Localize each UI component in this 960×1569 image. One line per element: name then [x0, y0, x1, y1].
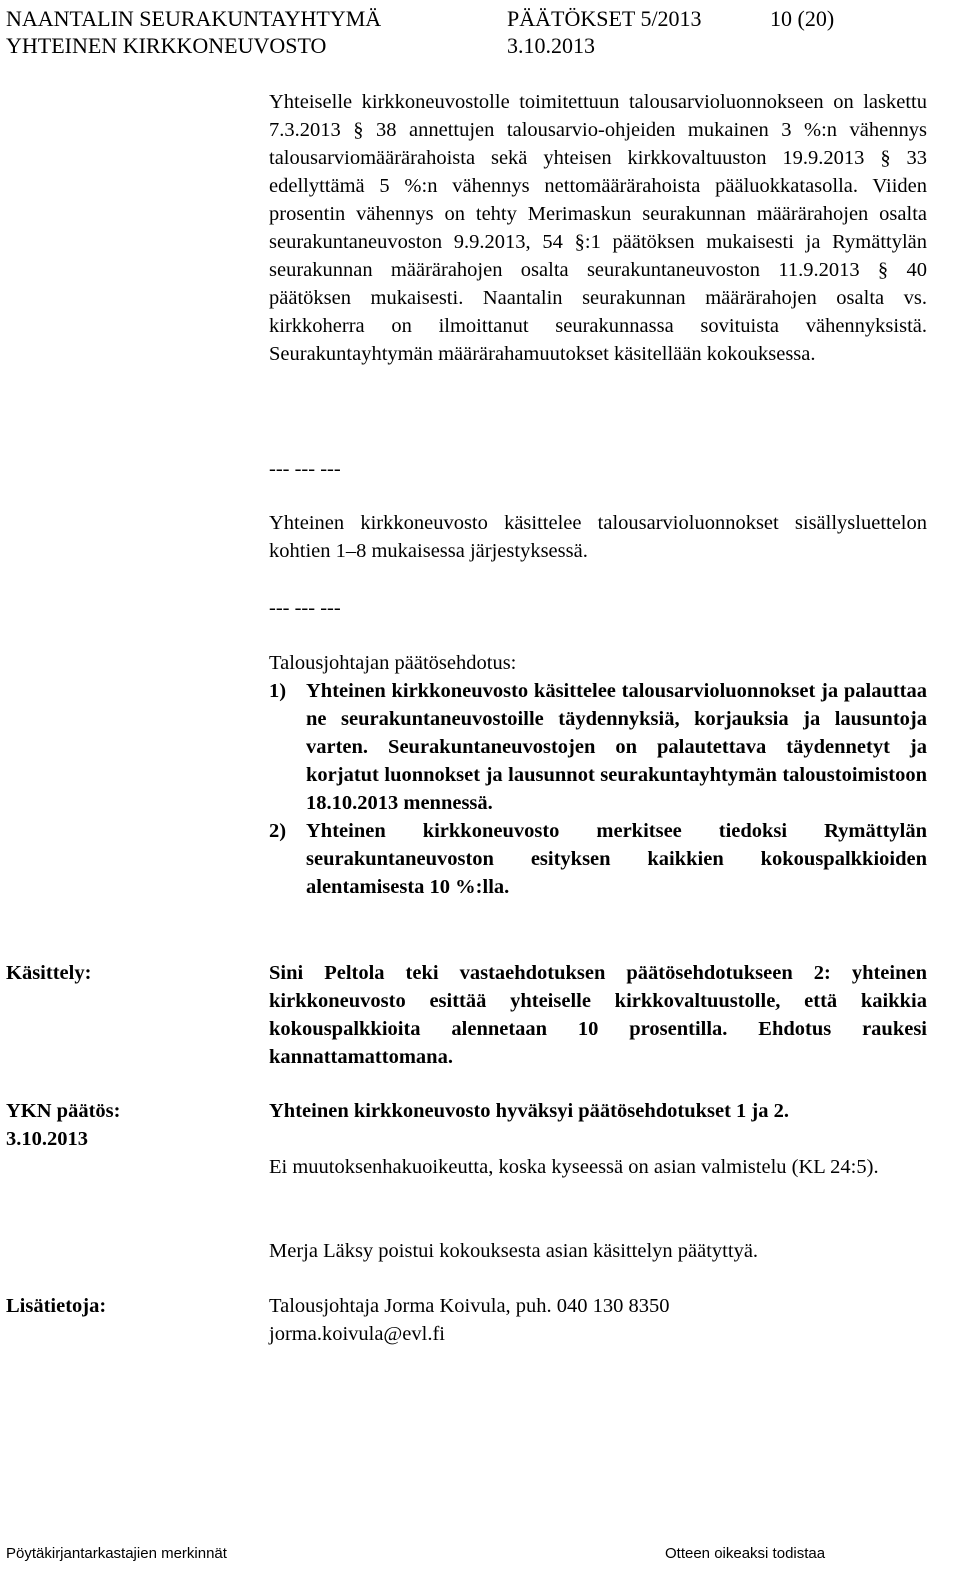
handling-text: Sini Peltola teki vastaehdotuksen päätösehdotukseen 2: yhteinen kirkkoneuvosto esittää yhteiselle kirkkovaltuustolle, että kaikkia kokouspalkkioita alennetaan 10 prosentilla. Ehdotus raukesi kannattamattomana.: [269, 962, 927, 1068]
header-body: YHTEINEN KIRKKONEUVOSTO: [6, 33, 327, 58]
footer-reviewers: Pöytäkirjantarkastajien merkinnät: [6, 1545, 227, 1562]
header-date: 3.10.2013: [507, 33, 595, 58]
separator-1: --- --- ---: [269, 458, 341, 480]
proposal-item-number: 1): [269, 680, 287, 702]
proposal-item: [269, 817, 927, 901]
header-org: NAANTALIN SEURAKUNTAYHTYMÄ: [6, 6, 382, 31]
separator-2: --- --- ---: [269, 597, 341, 619]
intro-paragraph: Yhteiselle kirkkoneuvostolle toimitettuun talousarvioluonnokseen on laskettu 7.3.2013 § 38 annettujen talousarvio-ohjeiden mukainen 3 %:n vähennys talousarviomäärärahoista sekä yhteisen kirkkovaltuuston 19.9.2013 § 33 edellyttämä 5 %:n vähennys nettomäärärahoista pääluokkatasolla. Viiden prosentin vähennys on tehty Merimaskun seurakunnan määrärahojen osalta seurakuntaneuvoston 9.9.2013, 54 §:1 päätöksen mukaisesti ja Rymättylän seurakunnan määrärahojen osalta seurakuntaneuvoston 11.9.2013 § 40 päätöksen mukaisesti. Naantalin seurakunnan määrärahojen osalta vs. kirkkoherra on ilmoittanut seurakunnassa sovituista vähennyksistä. Seurakuntayhtymän määrärahamuutokset käsitellään kokouksessa.: [269, 91, 927, 365]
proposal-item-number: 2): [269, 820, 287, 842]
proposal-list: [269, 677, 927, 901]
footer-certification: Otteen oikeaksi todistaa: [665, 1545, 826, 1562]
decision-text: Yhteinen kirkkoneuvosto hyväksyi päätösehdotukset 1 ja 2.: [269, 1100, 789, 1122]
decision-label: YKN päätös:: [6, 1100, 121, 1122]
proposal-item: [269, 677, 927, 817]
appeal-note: Ei muutoksenhakuoikeutta, koska kyseessä on asian valmistelu (KL 24:5).: [269, 1156, 879, 1178]
proposal-item-text: Yhteinen kirkkoneuvosto käsittelee talousarvioluonnokset ja palauttaa ne seurakuntaneuvostoille täydennyksiä, korjauksia ja lausuntoja varten. Seurakuntaneuvostojen on palautettava täydennetyt ja korjatut luonnokset ja lausunnot seurakuntayhtymän taloustoimistoon 18.10.2013 mennessä.: [306, 680, 927, 814]
decision-date: 3.10.2013: [6, 1128, 88, 1150]
info-label: Lisätietoja:: [6, 1295, 107, 1317]
processing-note: Yhteinen kirkkoneuvosto käsittelee talousarvioluonnokset sisällysluettelon kohtien 1–8 mukaisessa järjestyksessä.: [269, 512, 927, 562]
handling-label: Käsittely:: [6, 962, 92, 984]
header-doc-title: PÄÄTÖKSET 5/2013: [507, 6, 702, 31]
proposal-heading: Talousjohtajan päätösehdotus:: [269, 652, 517, 674]
proposal-item-text: Yhteinen kirkkoneuvosto merkitsee tiedoksi Rymättylän seurakuntaneuvoston esityksen kaikkien kokouspalkkioiden alentamisesta 10 %:lla.: [306, 820, 927, 898]
info-contact: Talousjohtaja Jorma Koivula, puh. 040 130 8350: [269, 1295, 670, 1317]
header-page-number: 10 (20): [770, 6, 835, 31]
departure-note: Merja Läksy poistui kokouksesta asian käsittelyn päätyttyä.: [269, 1240, 759, 1262]
info-email: jorma.koivula@evl.fi: [269, 1323, 446, 1345]
